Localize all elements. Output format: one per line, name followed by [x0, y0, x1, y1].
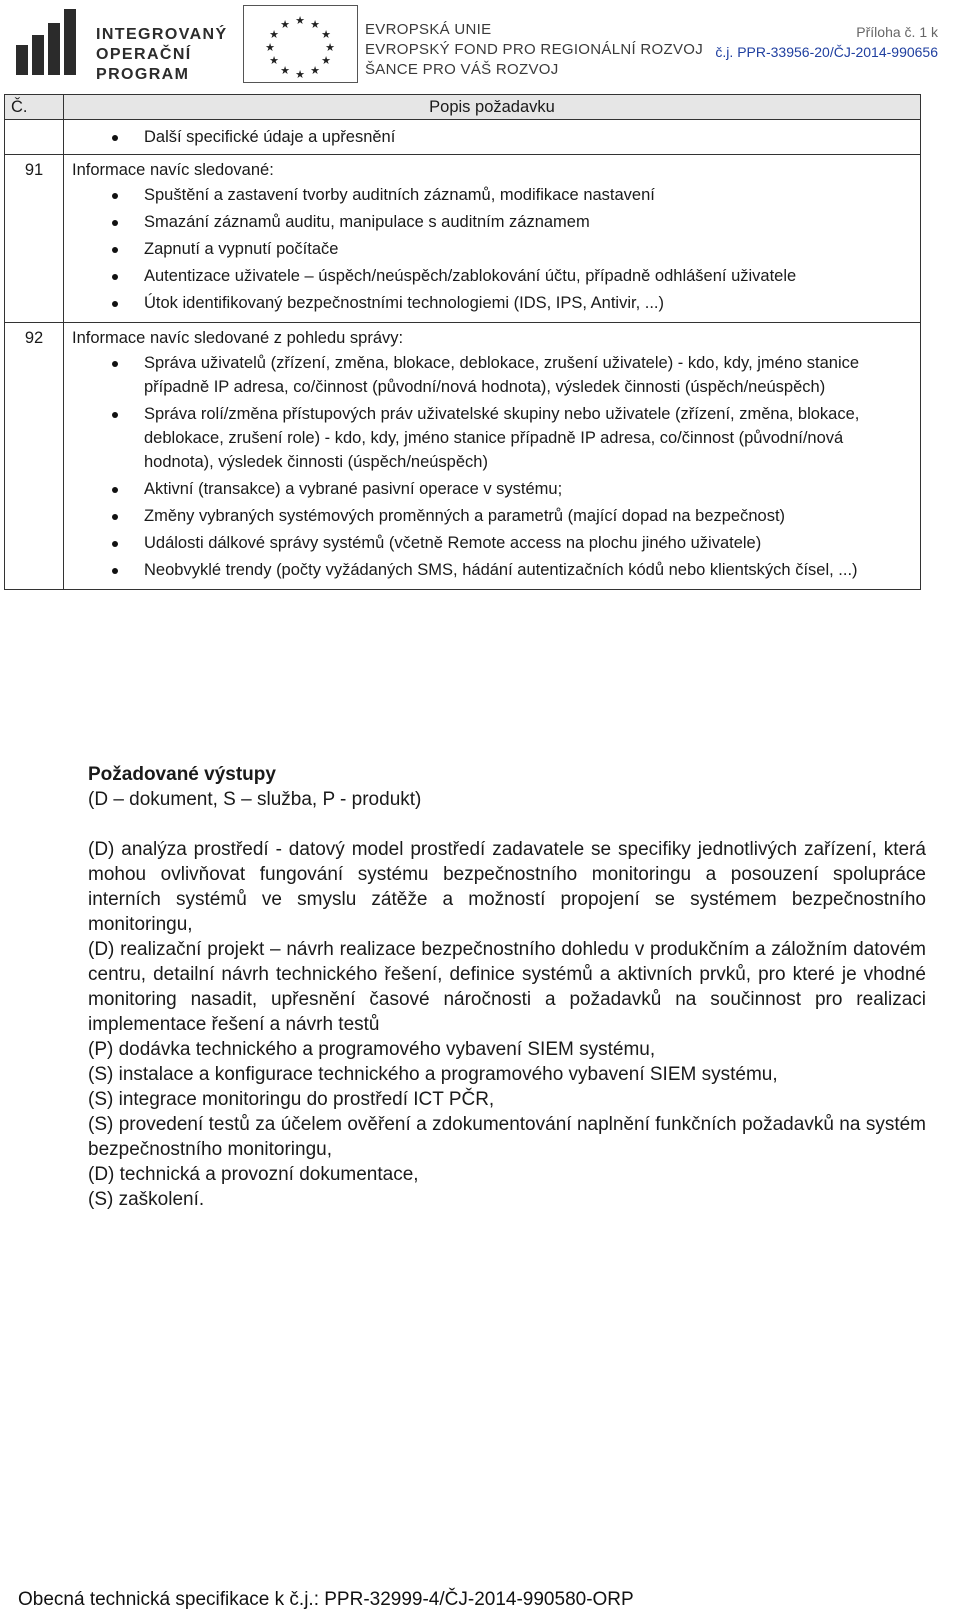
- list-item: Spuštění a zastavení tvorby auditních záznamů, modifikace nastavení: [72, 183, 912, 207]
- table-row-91: [5, 155, 921, 323]
- appendix-reference: [715, 22, 938, 62]
- list-item: Další specifické údaje a upřesnění: [72, 125, 912, 149]
- row-description: [64, 323, 921, 590]
- output-paragraph: (D) technická a provozní dokumentace,: [88, 1164, 419, 1185]
- table-row-92: [5, 323, 921, 590]
- table-row: [5, 120, 921, 155]
- list-item: Změny vybraných systémových proměnných a parametrů (mající dopad na bezpečnost): [72, 504, 912, 528]
- output-paragraph: (S) instalace a konfigurace technického a programového vybavení SIEM systému,: [88, 1064, 778, 1085]
- output-paragraph: (S) zaškolení.: [88, 1189, 205, 1210]
- output-paragraph: (S) integrace monitoringu do prostředí ICT PČR,: [88, 1089, 495, 1110]
- list-item: Správa rolí/změna přístupových práv uživatelské skupiny nebo uživatele (zřízení, změna, blokace, deblokace, zrušení role) - kdo, kdy, jméno stanice případně IP adresa, co/činnost (původní/nová hodnota), výsledek činnosti (úspěch/neúspěch): [72, 402, 912, 474]
- svg-text:★: ★: [295, 68, 305, 81]
- outputs-legend: (D – dokument, S – služba, P - produkt): [88, 789, 422, 810]
- eu-flag-icon: [243, 5, 358, 83]
- row-description: [64, 120, 921, 155]
- svg-text:★: ★: [280, 64, 290, 77]
- requirements-table: [4, 94, 921, 590]
- row-title: Informace navíc sledované:: [72, 161, 274, 179]
- svg-text:★: ★: [321, 28, 331, 41]
- row-number: 91: [5, 155, 64, 323]
- svg-text:★: ★: [280, 18, 290, 31]
- svg-text:★: ★: [269, 54, 279, 67]
- table-header-row: [5, 95, 921, 120]
- output-paragraph: (D) analýza prostředí - datový model prostředí zadavatele se specifiky jednotlivých zařízení, která mohou ovlivňovat fungování systému bezpečnostního monitoringu a posouzení spolupráce interních systémů ve smyslu zátěže a možností propojení se systémem bezpečnostního monitoringu,: [88, 839, 926, 935]
- svg-text:★: ★: [310, 64, 320, 77]
- list-item: Aktivní (transakce) a vybrané pasivní operace v systému;: [72, 477, 912, 501]
- list-item: Autentizace uživatele – úspěch/neúspěch/zablokování účtu, případně odhlášení uživatele: [72, 264, 912, 288]
- row-title: Informace navíc sledované z pohledu správy:: [72, 329, 404, 347]
- svg-text:★: ★: [295, 14, 305, 27]
- svg-text:★: ★: [310, 18, 320, 31]
- svg-text:★: ★: [321, 54, 331, 67]
- header-number: Č.: [5, 95, 64, 120]
- output-paragraph: (S) provedení testů za účelem ověření a zdokumentování naplnění funkčních požadavků na systém bezpečnostního monitoringu,: [88, 1114, 926, 1160]
- row-number-empty: [5, 120, 64, 155]
- list-item: Útok identifikovaný bezpečnostními technologiemi (IDS, IPS, Antivir, ...): [72, 291, 912, 315]
- row-number: 92: [5, 323, 64, 590]
- list-item: Zapnutí a vypnutí počítače: [72, 237, 912, 261]
- svg-text:★: ★: [265, 41, 275, 54]
- list-item: Události dálkové správy systémů (včetně Remote access na plochu jiného uživatele): [72, 531, 912, 555]
- row-description: [64, 155, 921, 323]
- required-outputs-section: [88, 762, 926, 1212]
- outputs-heading: Požadované výstupy: [88, 764, 276, 785]
- list-item: Neobvyklé trendy (počty vyžádaných SMS, hádání autentizačních kódů nebo klientských čísel, ...): [72, 558, 912, 582]
- eu-logo-text: EVROPSKÁ UNIE EVROPSKÝ FOND PRO REGIONÁLNÍ ROZVOJ ŠANCE PRO VÁŠ ROZVOJ: [365, 21, 704, 78]
- list-item: Správa uživatelů (zřízení, změna, blokace, deblokace, zrušení uživatele) - kdo, kdy, jméno stanice případně IP adresa, co/činnost (původní/nová hodnota), výsledek činnosti (úspěch/neúspěch): [72, 351, 912, 399]
- reference-number: č.j. PPR-33956-20/ČJ-2014-990656: [715, 44, 938, 60]
- iop-logo: [14, 5, 228, 83]
- iop-logo-icon: [14, 5, 84, 83]
- output-paragraph: (P) dodávka technického a programového vybavení SIEM systému,: [88, 1039, 656, 1060]
- output-paragraph: (D) realizační projekt – návrh realizace bezpečnostního dohledu v produkčním a záložním datovém centru, detailní návrh technického řešení, definice systémů a aktivních prvků, pro které je vhodné monitoring nasadit, upřesnění časové náročnosti a požadavků na součinnost pro realizaci implementace řešení a návrh testů: [88, 939, 926, 1035]
- header-description: Popis požadavku: [64, 95, 921, 120]
- svg-text:★: ★: [325, 41, 335, 54]
- appendix-label: Příloha č. 1 k: [856, 24, 938, 40]
- iop-logo-text: INTEGROVANÝ OPERAČNÍ PROGRAM: [96, 26, 228, 83]
- list-item: Smazání záznamů auditu, manipulace s auditním záznamem: [72, 210, 912, 234]
- svg-text:★: ★: [269, 28, 279, 41]
- page-footer: Obecná technická specifikace k č.j.: PPR-32999-4/ČJ-2014-990580-ORP: [18, 1589, 634, 1610]
